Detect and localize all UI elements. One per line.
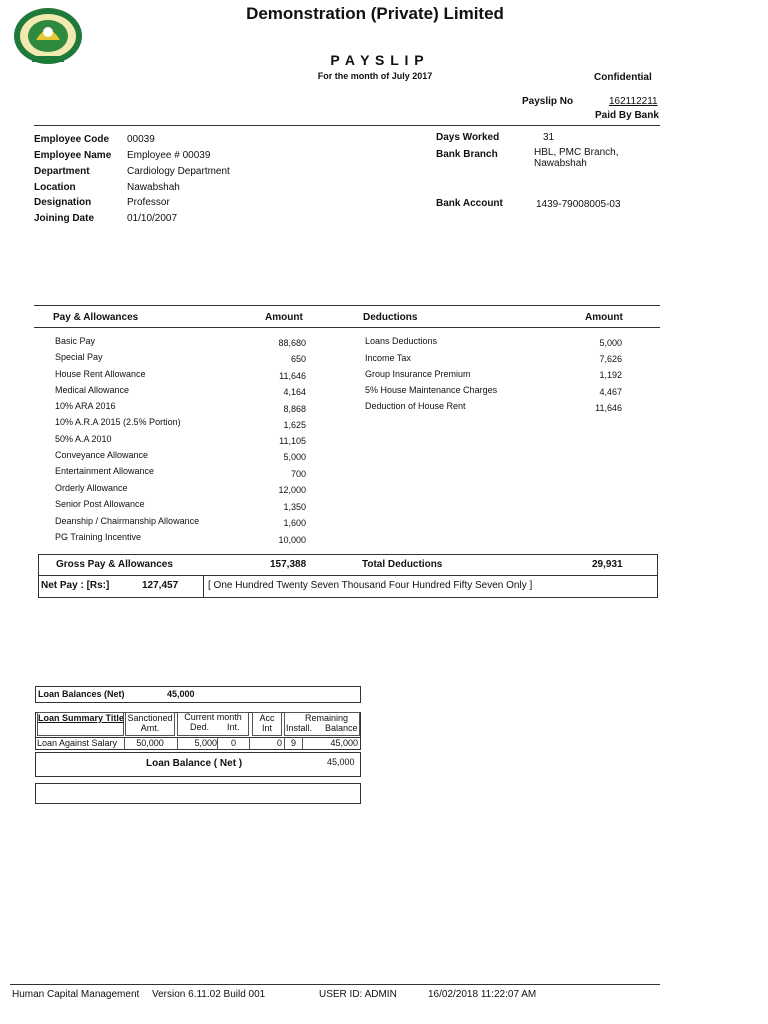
gross-pay-value: 157,388 (270, 559, 307, 570)
joining-date-value: 01/10/2007 (127, 213, 178, 224)
bank-branch-label: Bank Branch (436, 149, 498, 160)
loan-row-sep (302, 737, 303, 750)
list-item: Deduction of House Rent (365, 401, 466, 411)
list-item: Special Pay (55, 352, 103, 362)
days-worked-value: 31 (543, 132, 555, 143)
list-item: Income Tax (365, 353, 411, 363)
list-item: Orderly Allowance (55, 483, 128, 493)
loan-row-sep (217, 737, 218, 750)
list-item: Entertainment Allowance (55, 466, 155, 476)
net-pay-words: [ One Hundred Twenty Seven Thousand Four Hundred Fifty Seven Only ] (208, 580, 533, 591)
confidential-label: Confidential (594, 72, 652, 83)
loan-col-install: Install. (286, 723, 313, 733)
designation-label: Designation (34, 197, 92, 208)
joining-date-label: Joining Date (34, 213, 95, 224)
loan-col-current: Current month (184, 712, 242, 722)
list-item-amount: 700 (290, 469, 306, 479)
department-label: Department (34, 166, 90, 177)
list-item-amount: 4,164 (283, 387, 306, 397)
list-item: Senior Post Allowance (55, 499, 145, 509)
list-item-amount: 5,000 (283, 452, 306, 462)
bank-account-value: 1439-79008005-03 (536, 199, 621, 210)
bank-branch-line1: HBL, PMC Branch, (534, 147, 619, 158)
pay-allowances-header: Pay & Allowances (53, 312, 139, 323)
days-worked-label: Days Worked (436, 132, 500, 143)
list-item: Loans Deductions (365, 336, 438, 346)
list-item-amount: 5,000 (599, 338, 622, 348)
list-item: House Rent Allowance (55, 369, 146, 379)
loan-row-int: 0 (231, 738, 237, 748)
list-item: Medical Allowance (55, 385, 130, 395)
employee-name-value: Employee # 00039 (127, 150, 211, 161)
loan-balances-value: 45,000 (167, 689, 195, 699)
list-item-amount: 1,350 (283, 502, 306, 512)
company-name: Demonstration (Private) Limited (246, 4, 504, 23)
total-deductions-value: 29,931 (592, 559, 623, 570)
list-item-amount: 650 (290, 354, 306, 364)
list-item-amount: 4,467 (599, 387, 622, 397)
location-value: Nawabshah (127, 182, 180, 193)
total-deductions-label: Total Deductions (362, 559, 443, 570)
empty-box (35, 783, 361, 804)
list-item-amount: 10,000 (278, 535, 306, 545)
employee-name-label: Employee Name (34, 150, 112, 161)
loan-col-int: Int. (227, 722, 240, 732)
bank-branch-line2: Nawabshah (534, 158, 587, 169)
totals-divider (38, 575, 658, 576)
list-item-amount: 1,625 (283, 420, 306, 430)
location-label: Location (34, 182, 76, 193)
header-divider (34, 125, 660, 126)
loan-col-acc: Acc (259, 713, 275, 723)
loan-col-sanctioned: Sanctioned (127, 713, 173, 723)
list-item-amount: 11,105 (279, 436, 306, 446)
employee-code-label: Employee Code (34, 134, 110, 145)
footer-user-id: USER ID: ADMIN (319, 989, 397, 1000)
designation-value: Professor (127, 197, 170, 208)
loan-col-sanctioned-amt: Amt. (140, 723, 160, 733)
net-pay-separator (203, 576, 204, 598)
list-item-amount: 8,868 (283, 404, 306, 414)
list-item-amount: 12,000 (278, 485, 306, 495)
loan-row-balance: 45,000 (330, 738, 358, 748)
loan-row-acc: 0 (277, 738, 283, 748)
loan-col-balance: Balance (325, 723, 358, 733)
loan-balance-net-label: Loan Balance ( Net ) (146, 758, 243, 769)
list-item: Basic Pay (55, 336, 96, 346)
employee-code-value: 00039 (127, 134, 155, 145)
loan-row-ded: 5,000 (194, 738, 217, 748)
list-item: Group Insurance Premium (365, 369, 471, 379)
net-pay-value: 127,457 (142, 580, 179, 591)
amount-header-1: Amount (265, 312, 303, 323)
list-item: Deanship / Chairmanship Allowance (55, 516, 200, 526)
list-item: 10% A.R.A 2015 (2.5% Portion) (55, 417, 181, 427)
loan-row-title: Loan Against Salary (37, 738, 118, 748)
list-item: PG Training Incentive (55, 532, 142, 542)
footer-app-name: Human Capital Management (12, 989, 140, 1000)
list-item-amount: 1,600 (283, 518, 306, 528)
loan-col-ded: Ded. (190, 722, 210, 732)
list-item-amount: 1,192 (599, 370, 622, 380)
loan-col-acc-int: Int (261, 723, 272, 733)
footer-datetime: 16/02/2018 11:22:07 AM (428, 989, 537, 1000)
net-pay-label: Net Pay : [Rs:] (41, 580, 110, 591)
list-item-amount: 7,626 (599, 354, 622, 364)
company-logo-icon (12, 6, 84, 66)
payslip-no-label: Payslip No (522, 96, 574, 107)
list-item-amount: 11,646 (595, 403, 622, 413)
page-title: P A Y S L I P (330, 52, 425, 68)
department-value: Cardiology Department (127, 166, 230, 177)
net-left-edge (38, 576, 39, 598)
deductions-header: Deductions (363, 312, 418, 323)
table-top-divider (34, 305, 660, 306)
bank-account-label: Bank Account (436, 198, 503, 209)
list-item-amount: 11,646 (279, 371, 306, 381)
list-item: 5% House Maintenance Charges (365, 385, 498, 395)
month-line: For the month of July 2017 (317, 71, 433, 81)
loan-col-title: Loan Summary Title (38, 713, 124, 723)
list-item: Conveyance Allowance (55, 450, 149, 460)
list-item: 10% ARA 2016 (55, 401, 116, 411)
amount-header-2: Amount (585, 312, 623, 323)
list-item-amount: 88,680 (278, 338, 306, 348)
list-item: 50% A.A 2010 (55, 434, 112, 444)
loan-row-sep (284, 737, 285, 750)
loan-balance-net-value: 45,000 (327, 757, 355, 767)
loan-col-remaining: Remaining (305, 713, 349, 723)
loan-row-sep (249, 737, 250, 750)
loan-row-sanctioned: 50,000 (136, 738, 164, 748)
gross-pay-label: Gross Pay & Allowances (56, 559, 173, 570)
loan-balances-label: Loan Balances (Net) (38, 689, 125, 699)
footer-version: Version 6.11.02 Build 001 (152, 989, 266, 1000)
loan-row-install: 9 (291, 738, 297, 748)
loan-row-sep (177, 737, 178, 750)
table-header-divider (34, 327, 660, 328)
paid-by-label: Paid By Bank (595, 110, 659, 121)
footer-divider (10, 984, 660, 985)
payslip-no-value: 162112211 (609, 96, 658, 107)
